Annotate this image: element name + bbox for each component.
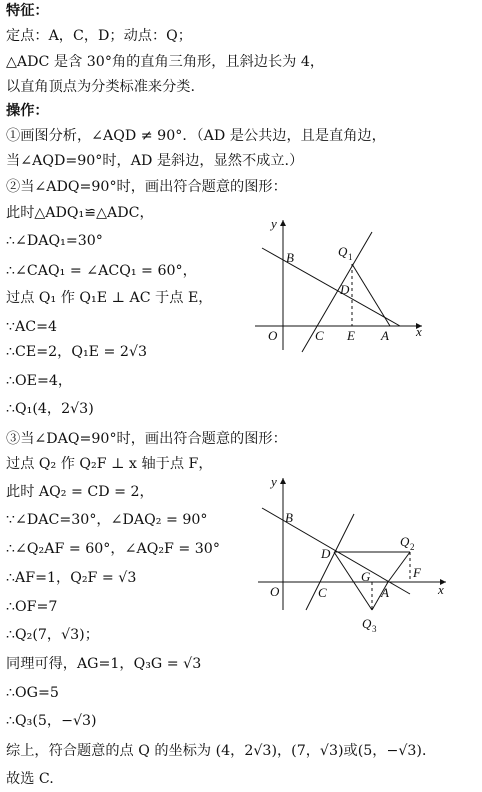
label-q2-sub: 2 (410, 542, 415, 552)
text-line: ∴OF=7 (6, 599, 58, 615)
text-line: ∴∠CAQ₁ = ∠ACQ₁ = 60°， (6, 263, 197, 279)
label-y: y (271, 216, 277, 231)
label-origin: O (268, 328, 278, 343)
text-line: ∴Q₂(7，√3)； (6, 627, 99, 643)
text-line: 故选 C. (6, 771, 54, 787)
text-line: ①画图分析，∠AQD ≠ 90°．（AD 是公共边，且是直角边， (6, 128, 386, 144)
label-f: F (413, 565, 421, 580)
text-line: ③当∠DAQ=90°时，画出符合题意的图形： (6, 431, 287, 447)
line-cd (306, 514, 354, 610)
text-line: △ADC 是含 30°角的直角三角形，且斜边长为 4， (6, 54, 325, 70)
figure-1 (250, 210, 430, 360)
label-g: G (361, 569, 371, 584)
label-a: A (381, 328, 389, 343)
label-e: E (347, 328, 355, 343)
label-a: A (381, 585, 389, 600)
text-line: ②当∠ADQ=90°时，画出符合题意的图形： (6, 179, 287, 195)
text-line: 以直角顶点为分类标准来分类. (6, 79, 195, 95)
figure-2 (250, 470, 450, 640)
label-origin: O (270, 584, 280, 599)
segment-q2a (388, 552, 410, 582)
label-c: C (315, 328, 324, 343)
label-d: D (321, 546, 331, 561)
line-cq1 (302, 232, 372, 352)
label-y: y (271, 474, 277, 489)
text-line: 同理可得，AG=1，Q₃G = √3 (6, 656, 202, 672)
segment-q1a (352, 264, 390, 326)
text-line: 此时 AQ₂ = CD = 2， (6, 484, 154, 500)
text-line: ∵AC=4 (6, 319, 58, 335)
label-d: D (340, 282, 350, 297)
label-x: x (416, 324, 422, 339)
text-line: ∴OG=5 (6, 685, 59, 701)
text-line: ∴OE=4， (6, 373, 73, 389)
label-x: x (438, 582, 444, 597)
text-line: 当∠AQD=90°时，AD 是斜边，显然不成立.） (6, 153, 304, 169)
label-q1: Q (338, 244, 348, 259)
text-line: ∴AF=1，Q₂F = √3 (6, 570, 137, 586)
label-b: B (286, 250, 294, 265)
label-q1-sub: 1 (348, 252, 353, 262)
text-line: 过点 Q₁ 作 Q₁E ⊥ AC 于点 E， (6, 290, 213, 306)
text-line: ∴Q₁(4，2√3) (6, 401, 94, 417)
label-c: C (318, 585, 327, 600)
heading-features: 特征： (6, 3, 49, 19)
label-q3: Q (362, 616, 372, 631)
label-q2: Q (400, 534, 410, 549)
text-line: 定点：A，C，D；动点：Q； (6, 28, 192, 44)
heading-operations: 操作： (6, 103, 49, 119)
text-line: 过点 Q₂ 作 Q₂F ⊥ x 轴于点 F， (6, 456, 213, 472)
text-line: 综上，符合题意的点 Q 的坐标为 (4，2√3)，(7，√3)或(5，−√3)． (6, 743, 437, 759)
text-line: ∴∠Q₂AF = 60°，∠AQ₂F = 30° (6, 541, 220, 557)
text-line: ∴Q₃(5，−√3) (6, 713, 97, 729)
label-b: B (285, 510, 293, 525)
text-line: ∵∠DAC=30°，∠DAQ₂ = 90° (6, 512, 208, 528)
text-line: ∴∠DAQ₁=30° (6, 233, 103, 249)
text-line: ∴CE=2，Q₁E = 2√3 (6, 344, 148, 360)
label-q3-sub: 3 (372, 624, 377, 634)
text-line: 此时△ADQ₁≌△ADC， (6, 205, 154, 221)
